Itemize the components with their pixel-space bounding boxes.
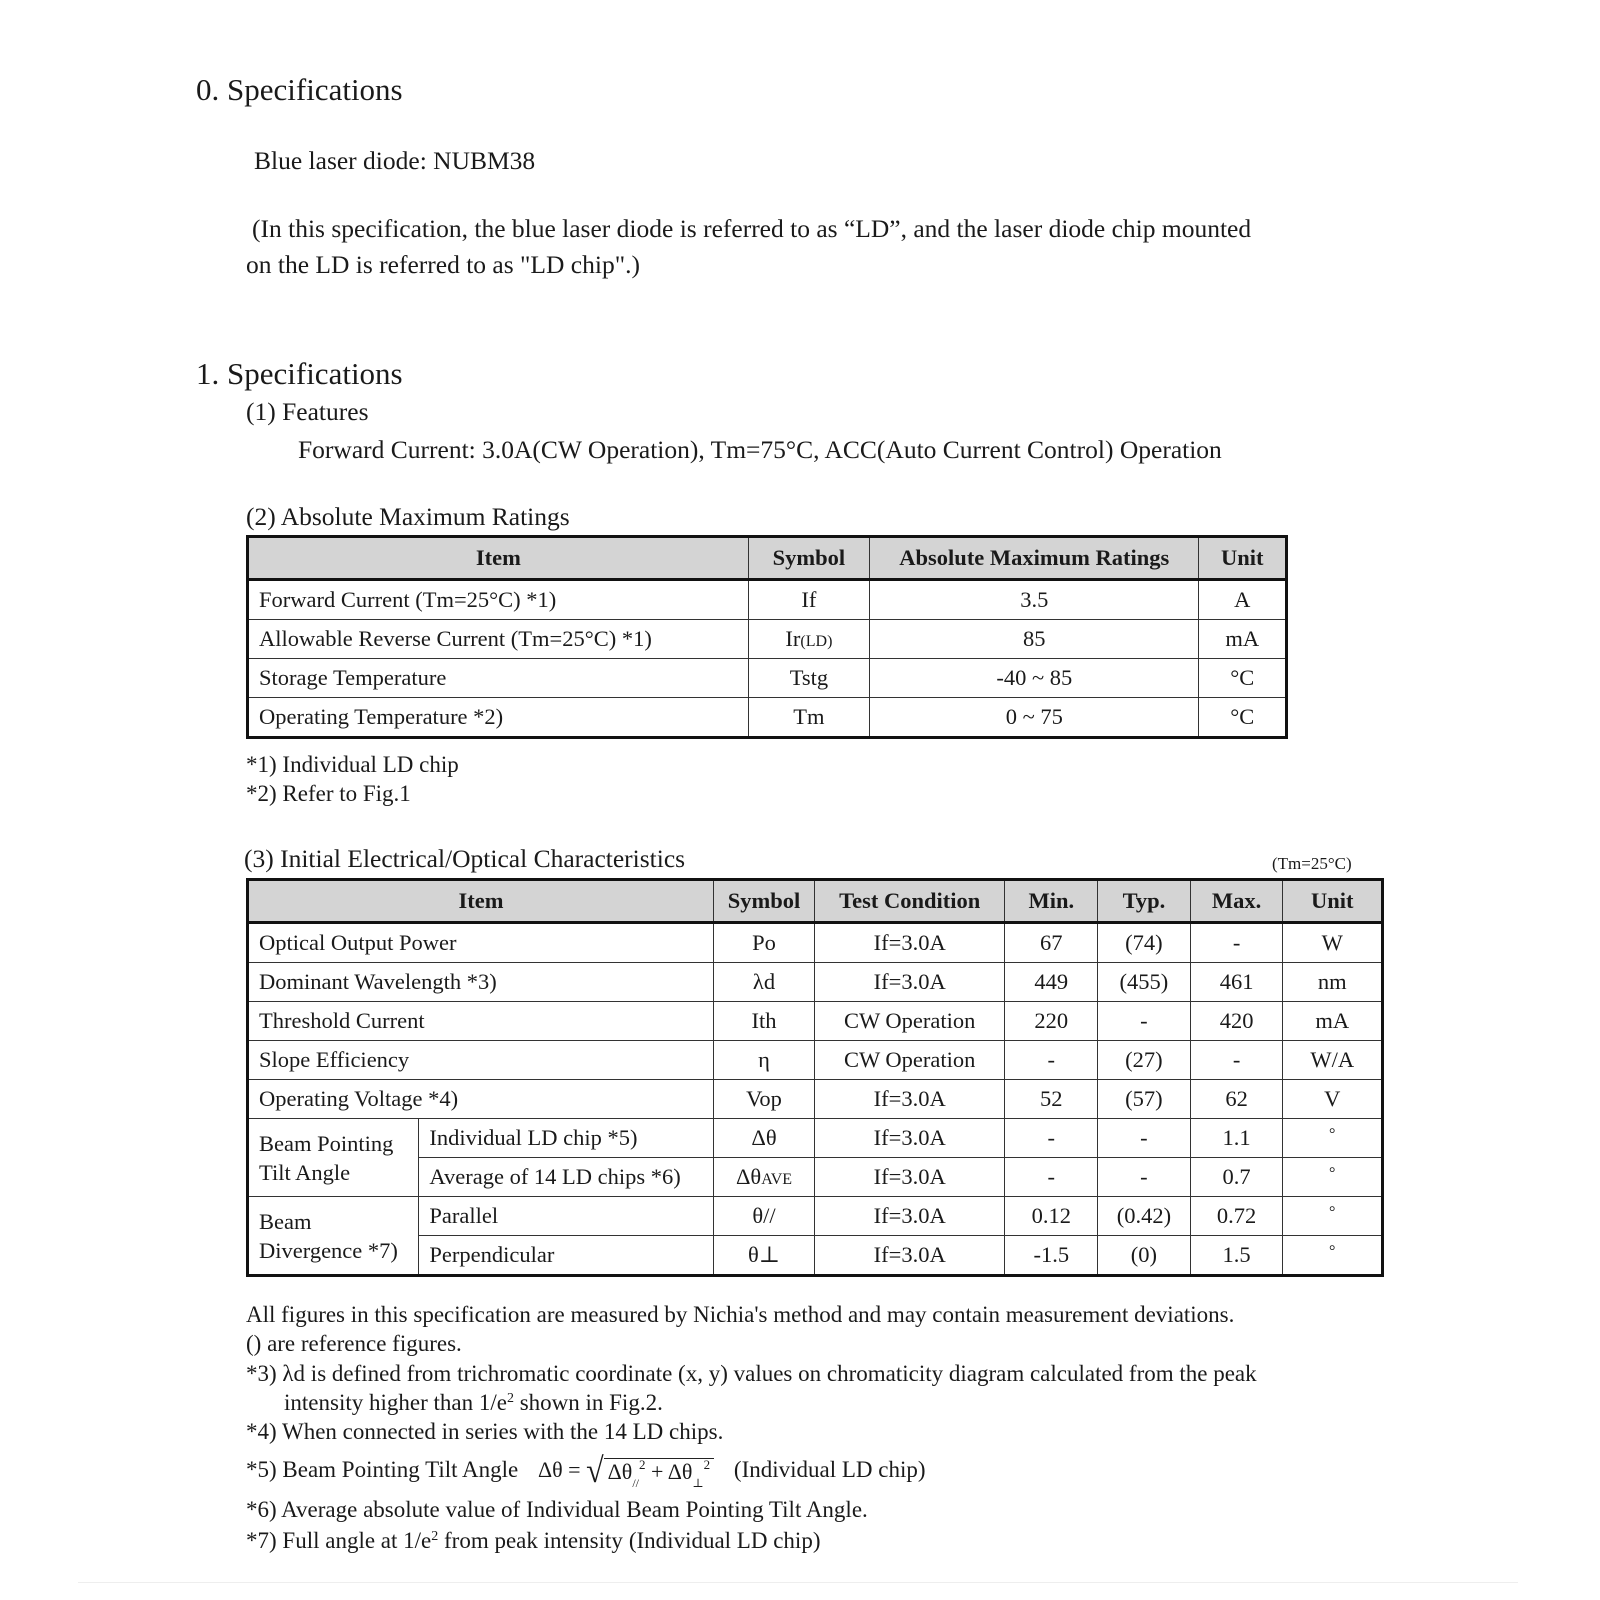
footnote-7: [246, 1528, 820, 1554]
amr-item: Operating Temperature *2): [248, 698, 749, 738]
ieoc-condition: If=3.0A: [814, 1197, 1005, 1236]
ieoc-item: Average of 14 LD chips *6): [419, 1158, 714, 1197]
ieoc-max: 420: [1190, 1002, 1283, 1041]
ieoc-min: 449: [1005, 963, 1098, 1002]
ieoc-max: 0.7: [1190, 1158, 1283, 1197]
ieoc-symbol: λd: [714, 963, 815, 1002]
footnote-7-text: *7) Full angle at 1/e: [246, 1528, 432, 1553]
ieoc-max: 0.72: [1190, 1197, 1283, 1236]
ieoc-condition: If=3.0A: [814, 963, 1005, 1002]
ieoc-max: 62: [1190, 1080, 1283, 1119]
ieoc-symbol: Ith: [714, 1002, 815, 1041]
ieoc-unit: [1283, 1236, 1383, 1276]
ieoc-symbol-sub: AVE: [761, 1171, 793, 1188]
intro-line-1: (In this specification, the blue laser diode is referred to as “LD”, and the laser diode chip mounted: [252, 214, 1252, 243]
ieoc-symbol-main: Δθ: [735, 1164, 762, 1189]
sqrt-icon: √: [586, 1450, 604, 1490]
ieoc-title: (3) Initial Electrical/Optical Characteristics: [244, 844, 686, 873]
ieoc-typ: (27): [1098, 1041, 1191, 1080]
amr-header-row: [248, 537, 1287, 580]
ieoc-max: -: [1190, 1041, 1283, 1080]
footnote-5-suffix: (Individual LD chip): [733, 1457, 926, 1482]
ieoc-unit: mA: [1283, 1002, 1383, 1041]
amr-title: (2) Absolute Maximum Ratings: [246, 502, 570, 531]
table-row: [248, 620, 1287, 659]
amr-header-rating: Absolute Maximum Ratings: [870, 537, 1199, 580]
amr-note-2: *2) Refer to Fig.1: [246, 781, 411, 806]
footnote-7-text-end: from peak intensity: [438, 1528, 623, 1553]
formula-exp-2: 2: [703, 1457, 711, 1472]
ieoc-typ: (455): [1098, 963, 1191, 1002]
formula-sub-2: ⊥: [692, 1476, 704, 1490]
ieoc-unit: [1283, 1158, 1383, 1197]
ieoc-item: Slope Efficiency: [248, 1041, 714, 1080]
footnote-7-suffix: (Individual LD chip): [628, 1528, 821, 1553]
ieoc-symbol: θ//: [714, 1197, 815, 1236]
amr-symbol: Tm: [748, 698, 869, 738]
ieoc-symbol: η: [714, 1041, 815, 1080]
ieoc-max: -: [1190, 923, 1283, 963]
amr-header-item: Item: [248, 537, 749, 580]
footnote-5-label: *5) Beam Pointing Tilt Angle: [246, 1457, 519, 1482]
ieoc-table: [246, 878, 1384, 1277]
ieoc-min: -: [1005, 1119, 1098, 1158]
ieoc-typ: (0.42): [1098, 1197, 1191, 1236]
table-row: [248, 1197, 1383, 1236]
product-line: Blue laser diode: NUBM38: [254, 146, 536, 175]
ieoc-header-max: Max.: [1190, 880, 1283, 923]
footnote-3b-text-end: shown in Fig.2.: [513, 1390, 663, 1415]
ieoc-condition: CW Operation: [814, 1002, 1005, 1041]
features-title: (1) Features: [246, 397, 369, 426]
amr-value: 85: [870, 620, 1199, 659]
exponent: 2: [506, 1391, 514, 1406]
ieoc-typ: (57): [1098, 1080, 1191, 1119]
formula-term-1: Δθ: [607, 1459, 633, 1484]
intro-line-2: on the LD is referred to as "LD chip".): [246, 250, 640, 279]
footnote-5: [246, 1448, 926, 1490]
ieoc-header-symbol: Symbol: [714, 880, 815, 923]
formula-lhs: Δθ =: [537, 1457, 581, 1482]
amr-symbol: If: [748, 580, 869, 620]
section-0-heading: 0. Specifications: [196, 72, 403, 107]
amr-header-unit: Unit: [1199, 537, 1287, 580]
bottom-divider: [78, 1582, 1518, 1583]
amr-unit: A: [1199, 580, 1287, 620]
footnote-3a: *3) λd is defined from trichromatic coordinate (x, y) values on chromaticity diagram calculated from the peak: [246, 1361, 1257, 1386]
ieoc-typ: (0): [1098, 1236, 1191, 1276]
ieoc-header-condition: Test Condition: [814, 880, 1005, 923]
ieoc-symbol: Δθ: [714, 1119, 815, 1158]
amr-item: Forward Current (Tm=25°C) *1): [248, 580, 749, 620]
ieoc-max: 1.5: [1190, 1236, 1283, 1276]
ieoc-condition: If=3.0A: [814, 1158, 1005, 1197]
table-row: [248, 659, 1287, 698]
ieoc-item: Dominant Wavelength *3): [248, 963, 714, 1002]
footnote-3b-text: intensity higher than 1/e: [284, 1390, 507, 1415]
ieoc-typ: -: [1098, 1158, 1191, 1197]
amr-unit: °C: [1199, 659, 1287, 698]
formula-exp-1: 2: [638, 1457, 646, 1472]
features-text: Forward Current: 3.0A(CW Operation), Tm=75°C, ACC(Auto Current Control) Operation: [298, 435, 1222, 464]
ieoc-typ: -: [1098, 1119, 1191, 1158]
footnote-4: *4) When connected in series with the 14 LD chips.: [246, 1419, 724, 1444]
amr-symbol-main: Ir: [785, 626, 801, 651]
ieoc-min: 52: [1005, 1080, 1098, 1119]
ieoc-typ: -: [1098, 1002, 1191, 1041]
degree-symbol: °: [1329, 1165, 1336, 1182]
ieoc-header-unit: Unit: [1283, 880, 1383, 923]
amr-value: -40 ~ 85: [870, 659, 1199, 698]
ieoc-unit: [1283, 1119, 1383, 1158]
ieoc-condition: If=3.0A: [814, 1119, 1005, 1158]
amr-value: 0 ~ 75: [870, 698, 1199, 738]
amr-item: Storage Temperature: [248, 659, 749, 698]
ieoc-item: Operating Voltage *4): [248, 1080, 714, 1119]
table-row: [248, 923, 1383, 963]
ieoc-min: -: [1005, 1158, 1098, 1197]
footnote-measurement: All figures in this specification are measured by Nichia's method and may contain measurement deviations.: [246, 1302, 1235, 1327]
formula-radicand: [604, 1457, 715, 1490]
amr-value: 3.5: [870, 580, 1199, 620]
footnote-reference: () are reference figures.: [246, 1331, 462, 1356]
amr-symbol-sub: (LD): [800, 633, 833, 650]
ieoc-symbol: [714, 1158, 815, 1197]
table-row: [248, 1002, 1383, 1041]
ieoc-typ: (74): [1098, 923, 1191, 963]
table-row: [248, 1119, 1383, 1158]
ieoc-condition: If=3.0A: [814, 1080, 1005, 1119]
ieoc-unit: W: [1283, 923, 1383, 963]
exponent: 2: [431, 1529, 439, 1544]
ieoc-min: -1.5: [1005, 1236, 1098, 1276]
ieoc-min: 220: [1005, 1002, 1098, 1041]
ieoc-item: Perpendicular: [419, 1236, 714, 1276]
ieoc-symbol: Vop: [714, 1080, 815, 1119]
ieoc-symbol: θ⊥: [714, 1236, 815, 1276]
footnote-6: *6) Average absolute value of Individual Beam Pointing Tilt Angle.: [246, 1497, 868, 1522]
amr-symbol: [748, 620, 869, 659]
ieoc-unit: V: [1283, 1080, 1383, 1119]
ieoc-min: -: [1005, 1041, 1098, 1080]
ieoc-header-item: Item: [248, 880, 714, 923]
ieoc-group-tilt: Beam Pointing Tilt Angle: [248, 1119, 419, 1197]
ieoc-condition: CW Operation: [814, 1041, 1005, 1080]
ieoc-unit: W/A: [1283, 1041, 1383, 1080]
amr-header-symbol: Symbol: [748, 537, 869, 580]
table-row: [248, 580, 1287, 620]
tilt-angle-formula: [537, 1448, 714, 1490]
ieoc-condition: If=3.0A: [814, 923, 1005, 963]
table-row: [248, 963, 1383, 1002]
ieoc-max: 461: [1190, 963, 1283, 1002]
ieoc-min: 0.12: [1005, 1197, 1098, 1236]
table-row: [248, 1080, 1383, 1119]
ieoc-header-row: [248, 880, 1383, 923]
amr-item: Allowable Reverse Current (Tm=25°C) *1): [248, 620, 749, 659]
ieoc-unit: nm: [1283, 963, 1383, 1002]
formula-term-2: Δθ: [667, 1459, 693, 1484]
ieoc-unit: [1283, 1197, 1383, 1236]
formula-sub-1: //: [632, 1476, 639, 1490]
amr-table: [246, 535, 1288, 739]
amr-unit: °C: [1199, 698, 1287, 738]
table-row: [248, 1041, 1383, 1080]
ieoc-min: 67: [1005, 923, 1098, 963]
section-1-heading: 1. Specifications: [196, 356, 403, 391]
ieoc-header-typ: Typ.: [1098, 880, 1191, 923]
ieoc-header-min: Min.: [1005, 880, 1098, 923]
ieoc-item: Optical Output Power: [248, 923, 714, 963]
amr-note-1: *1) Individual LD chip: [246, 752, 459, 777]
ieoc-condition: If=3.0A: [814, 1236, 1005, 1276]
footnote-3b: [284, 1390, 663, 1416]
degree-symbol: °: [1329, 1126, 1336, 1143]
amr-unit: mA: [1199, 620, 1287, 659]
table-row: [248, 698, 1287, 738]
ieoc-symbol: Po: [714, 923, 815, 963]
ieoc-max: 1.1: [1190, 1119, 1283, 1158]
degree-symbol: °: [1329, 1204, 1336, 1221]
amr-symbol: Tstg: [748, 659, 869, 698]
degree-symbol: °: [1329, 1243, 1336, 1260]
ieoc-item: Parallel: [419, 1197, 714, 1236]
ieoc-group-divergence: Beam Divergence *7): [248, 1197, 419, 1276]
ieoc-item: Individual LD chip *5): [419, 1119, 714, 1158]
formula-plus: +: [645, 1459, 668, 1484]
ieoc-condition: (Tm=25°C): [1272, 854, 1352, 873]
ieoc-item: Threshold Current: [248, 1002, 714, 1041]
